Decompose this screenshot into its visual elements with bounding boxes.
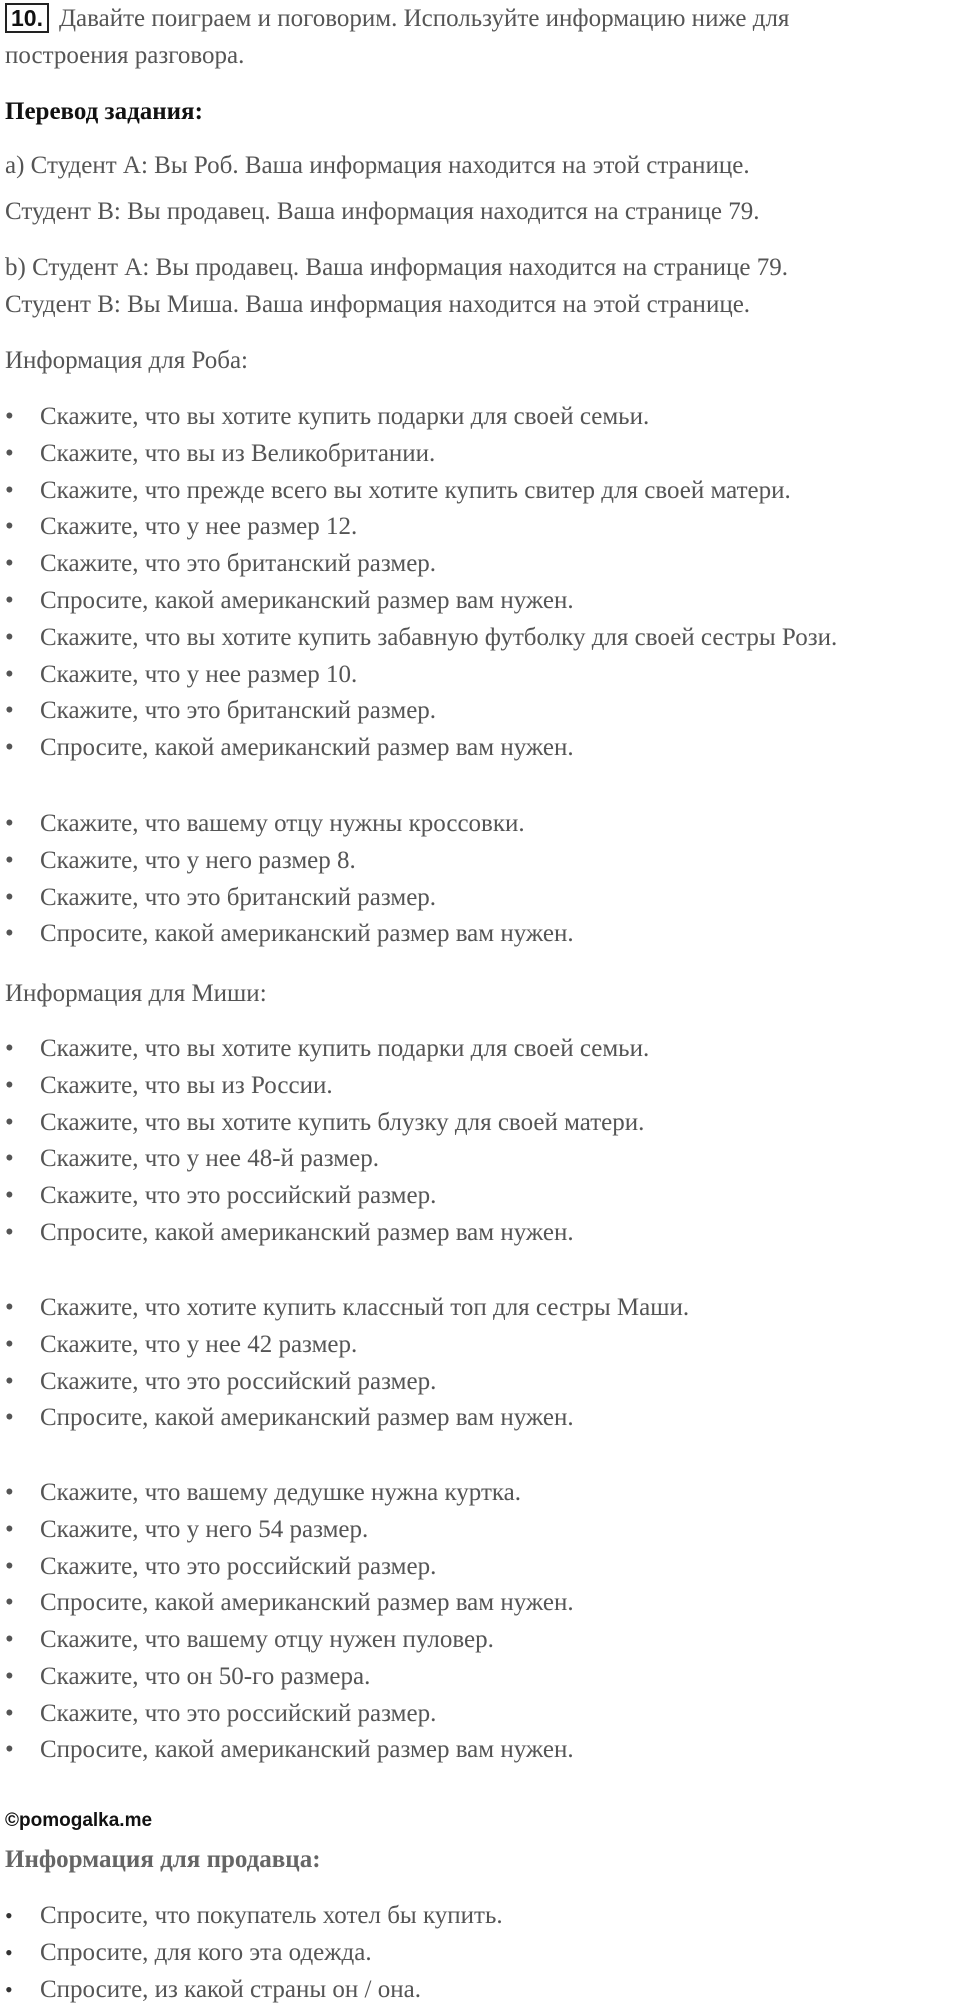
bullet-icon: • <box>5 697 14 725</box>
list-item <box>5 1974 421 2006</box>
list-item-text: Скажите, что это британский размер. <box>40 883 437 911</box>
bullet-icon: • <box>5 403 14 430</box>
bullet-icon: • <box>5 1662 14 1690</box>
list-item-text: Скажите, что у нее 48-й размер. <box>40 1145 379 1173</box>
list-item-text: Скажите, что вы хотите купить подарки для своей семьи. <box>40 1035 650 1062</box>
bullet-icon: • <box>5 1219 14 1246</box>
list-item <box>5 548 436 580</box>
task-text-line1: Давайте поиграем и поговорим. Используйте информацию ниже для <box>58 5 790 32</box>
bullet-icon: • <box>5 1699 14 1727</box>
bullet-icon: • <box>5 1071 14 1099</box>
list-item <box>5 1180 436 1212</box>
list-item <box>5 1107 644 1139</box>
bullet-icon: • <box>5 439 14 467</box>
bullet-icon: • <box>5 1330 14 1358</box>
list-item-text: Скажите, что это британский размер. <box>40 697 437 725</box>
list-item-text: Скажите, что вашему отцу нужны кроссовки. <box>40 810 525 837</box>
list-item <box>5 659 357 691</box>
list-item-text: Спросите, для кого эта одежда. <box>40 1938 372 1966</box>
list-item <box>5 585 574 617</box>
list-item <box>5 1698 436 1730</box>
list-item-text: Спросите, что покупатель хотел бы купить. <box>40 1902 503 1929</box>
bullet-icon: • <box>5 810 14 837</box>
list-item <box>5 1070 333 1102</box>
role-a-line: Студент В: Вы продавец. Ваша информация находится на странице 79. <box>5 198 760 225</box>
list-item <box>5 1402 574 1434</box>
list-item-text: Спросите, из какой страны он / она. <box>40 1975 421 2003</box>
list-item <box>5 401 649 433</box>
bullet-icon: • <box>5 1182 14 1210</box>
list-item <box>5 1624 494 1656</box>
bullet-icon: • <box>5 1976 13 2002</box>
list-item <box>5 695 436 727</box>
list-item-text: Скажите, что вы из Великобритании. <box>40 439 436 467</box>
bullet-icon: • <box>5 1404 14 1432</box>
list-item-text: Спросите, какой американский размер вам нужен. <box>40 920 574 948</box>
list-item-text: Спросите, какой американский размер вам нужен. <box>40 1404 574 1432</box>
bullet-icon: • <box>5 1736 14 1764</box>
list-item-text: Скажите, что вашему отцу нужен пуловер. <box>40 1626 494 1653</box>
list-item <box>5 808 525 840</box>
bullet-icon: • <box>5 920 14 948</box>
list-item <box>5 1292 689 1324</box>
bullet-icon: • <box>5 550 14 578</box>
bullet-icon: • <box>5 1626 14 1653</box>
list-item <box>5 732 574 764</box>
bullet-icon: • <box>5 476 14 504</box>
list-item-text: Скажите, что это российский размер. <box>40 1182 437 1210</box>
task-number: 10. <box>5 3 49 33</box>
bullet-icon: • <box>5 1552 14 1580</box>
list-item <box>5 1587 574 1619</box>
bullet-icon: • <box>5 734 14 762</box>
role-b-line: b) Студент А: Вы продавец. Ваша информация находится на странице 79. <box>5 254 788 281</box>
bullet-icon: • <box>5 1145 14 1173</box>
task-text-line2: построения разговора. <box>5 42 245 69</box>
list-item <box>5 1329 357 1361</box>
list-item-text: Скажите, что у него 54 размер. <box>40 1515 369 1543</box>
role-a-line: a) Студент А: Вы Роб. Ваша информация находится на этой странице. <box>5 152 750 179</box>
list-item-text: Скажите, что у нее размер 10. <box>40 660 358 688</box>
bullet-icon: • <box>5 1294 14 1321</box>
rob-section-title: Информация для Роба: <box>5 347 248 374</box>
list-item-text: Скажите, что это британский размер. <box>40 550 437 578</box>
list-item-text: Скажите, что вы из России. <box>40 1071 333 1099</box>
bullet-icon: • <box>5 1108 14 1136</box>
bullet-icon: • <box>5 513 14 541</box>
bullet-icon: • <box>5 1479 14 1506</box>
role-b-line: Студент В: Вы Миша. Ваша информация находится на этой странице. <box>5 291 751 318</box>
bullet-icon: • <box>5 1903 13 1928</box>
list-item <box>5 1551 436 1583</box>
list-item <box>5 882 436 914</box>
bullet-icon: • <box>5 1515 14 1543</box>
bullet-icon: • <box>5 623 14 651</box>
seller-section-title: Информация для продавца: <box>5 1846 321 1873</box>
list-item-text: Скажите, что вашему дедушке нужна куртка. <box>40 1479 521 1506</box>
bullet-icon: • <box>5 660 14 688</box>
list-item-text: Скажите, что вы хотите купить подарки для своей семьи. <box>40 403 650 430</box>
list-item-text: Спросите, какой американский размер вам нужен. <box>40 587 574 614</box>
list-item <box>5 918 574 950</box>
list-item <box>5 475 791 507</box>
list-item-text: Спросите, какой американский размер вам нужен. <box>40 734 574 762</box>
list-item <box>5 622 837 654</box>
list-item <box>5 1143 379 1175</box>
list-item-text: Спросите, какой американский размер вам нужен. <box>40 1589 574 1617</box>
list-item <box>5 1366 436 1398</box>
list-item <box>5 438 435 470</box>
translation-heading: Перевод задания: <box>5 98 203 125</box>
site-credit: ©pomogalka.me <box>5 1810 153 1831</box>
list-item <box>5 1514 368 1546</box>
list-item <box>5 1661 370 1693</box>
list-item-text: Спросите, какой американский размер вам нужен. <box>40 1219 574 1246</box>
bullet-icon: • <box>5 1035 14 1062</box>
list-item <box>5 1900 503 1932</box>
list-item <box>5 845 356 877</box>
list-item <box>5 511 357 543</box>
list-item <box>5 1033 649 1065</box>
list-item-text: Скажите, что он 50-го размера. <box>40 1662 371 1690</box>
bullet-icon: • <box>5 883 14 911</box>
list-item <box>5 1734 574 1766</box>
list-item-text: Скажите, что хотите купить классный топ для сестры Маши. <box>40 1294 690 1321</box>
list-item-text: Скажите, что прежде всего вы хотите купить свитер для своей матери. <box>40 476 791 504</box>
list-item-text: Скажите, что это российский размер. <box>40 1699 437 1727</box>
misha-section-title: Информация для Миши: <box>5 980 267 1007</box>
list-item <box>5 1937 372 1969</box>
list-item-text: Скажите, что у нее размер 12. <box>40 513 358 541</box>
bullet-icon: • <box>5 846 14 874</box>
list-item <box>5 1477 521 1509</box>
list-item <box>5 1217 574 1249</box>
list-item-text: Скажите, что это российский размер. <box>40 1367 437 1395</box>
bullet-icon: • <box>5 1367 14 1395</box>
list-item-text: Скажите, что это российский размер. <box>40 1552 437 1580</box>
list-item-text: Скажите, что вы хотите купить забавную футболку для своей сестры Рози. <box>40 623 838 651</box>
list-item-text: Скажите, что вы хотите купить блузку для своей матери. <box>40 1108 645 1136</box>
task-header <box>5 3 789 35</box>
list-item-text: Скажите, что у нее 42 размер. <box>40 1330 358 1358</box>
list-item-text: Скажите, что у него размер 8. <box>40 846 356 874</box>
bullet-icon: • <box>5 1939 13 1965</box>
bullet-icon: • <box>5 587 14 614</box>
list-item-text: Спросите, какой американский размер вам нужен. <box>40 1736 574 1764</box>
bullet-icon: • <box>5 1589 14 1617</box>
